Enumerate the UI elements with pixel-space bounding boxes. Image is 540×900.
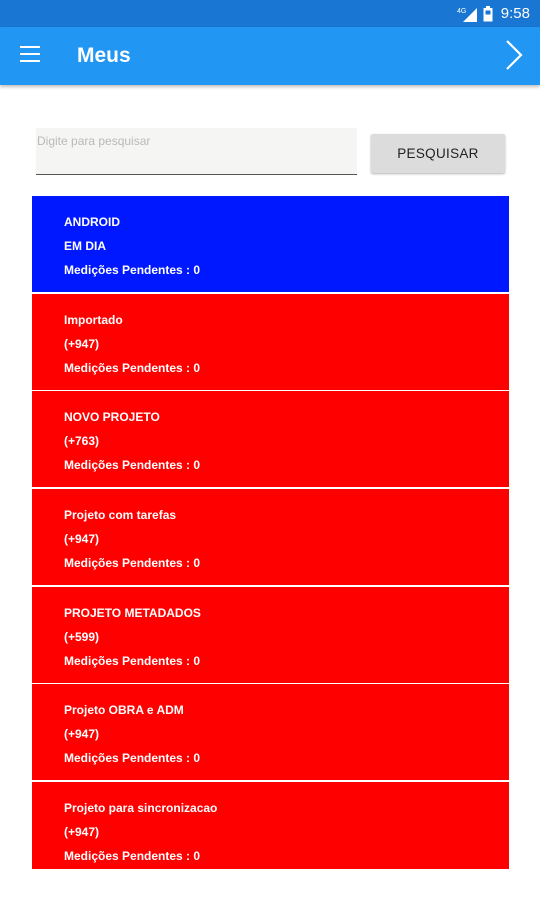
network-type: 4G [456,7,467,15]
project-item[interactable] [32,294,509,390]
project-pending-count: Medições Pendentes : 0 [64,751,201,766]
project-pending-count: Medições Pendentes : 0 [64,849,201,864]
project-item[interactable] [32,684,509,780]
search-button[interactable]: PESQUISAR [371,134,505,173]
app-bar [0,27,540,85]
project-status: (+599) [64,629,100,644]
project-pending-count: Medições Pendentes : 0 [64,360,201,375]
project-item[interactable] [32,196,509,292]
project-status: (+947) [64,727,100,742]
project-name: Projeto OBRA e ADM [64,703,184,718]
project-pending-count: Medições Pendentes : 0 [64,458,201,473]
menu-icon[interactable] [20,46,40,62]
project-name: Projeto com tarefas [64,508,177,523]
project-status: (+763) [64,434,100,449]
signal-icon [457,6,477,22]
project-name: NOVO PROJETO [64,410,160,425]
search-input[interactable] [36,128,357,174]
project-list [32,196,509,869]
project-name: Projeto para sincronizacao [64,801,218,816]
chevron-right-icon[interactable] [504,39,524,71]
status-bar [0,0,540,27]
project-status: (+947) [64,532,100,547]
project-item[interactable] [32,489,509,585]
status-time: 9:58 [500,5,530,22]
project-item[interactable] [32,391,509,487]
project-pending-count: Medições Pendentes : 0 [64,556,201,571]
project-status: (+947) [64,336,100,351]
project-status: (+947) [64,825,100,840]
project-pending-count: Medições Pendentes : 0 [64,263,201,277]
project-name: Importado [64,312,123,327]
project-item[interactable] [32,782,509,869]
search-field[interactable] [36,128,357,175]
project-item[interactable] [32,587,509,683]
project-status: EM DIA [64,239,106,253]
project-pending-count: Medições Pendentes : 0 [64,653,201,668]
project-name: ANDROID [64,215,120,229]
battery-icon [483,6,493,22]
project-name: PROJETO METADADOS [64,605,201,620]
page-title: Meus [77,44,131,67]
